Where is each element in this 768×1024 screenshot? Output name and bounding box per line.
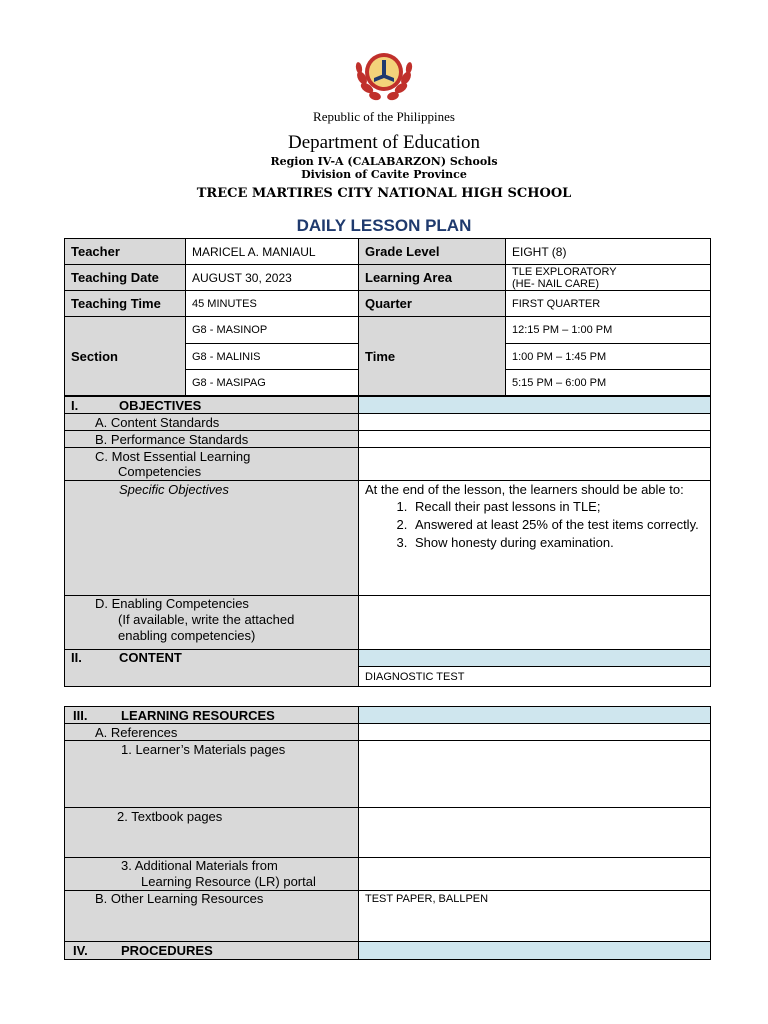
additional-line1: 3. Additional Materials from: [121, 858, 278, 873]
learning-area-value: [506, 265, 711, 291]
specific-objectives-label: Specific Objectives: [65, 481, 359, 596]
melc-line2: Competencies: [118, 464, 202, 479]
resources-table: [64, 706, 711, 960]
specific-objectives-value: [359, 481, 711, 596]
grade-level-label: Grade Level: [359, 239, 506, 265]
objectives-list: [365, 499, 704, 550]
objective-item-2: 2. Answered at least 25% of the test items correctly.: [411, 517, 704, 532]
section-value-2: G8 - MALINIS: [186, 344, 359, 370]
content-blue-cell: [359, 650, 711, 667]
section-value-1: G8 - MASINOP: [186, 317, 359, 344]
additional-line2: Learning Resource (LR) portal: [141, 874, 316, 889]
teaching-time-value: 45 MINUTES: [186, 291, 359, 317]
republic-heading: Republic of the Philippines: [313, 109, 455, 124]
content-standards-label: A. Content Standards: [65, 414, 359, 431]
teaching-time-label: Teaching Time: [65, 291, 186, 317]
objective-item-1: 1. Recall their past lessons in TLE;: [411, 499, 704, 514]
section-value-3: G8 - MASIPAG: [186, 370, 359, 396]
resources-title: LEARNING RESOURCES: [121, 707, 275, 723]
enabling-competencies-label: [65, 596, 359, 650]
learning-area-line1: TLE EXPLORATORY: [512, 265, 617, 278]
time-value-1: 12:15 PM – 1:00 PM: [506, 317, 711, 344]
enabling-line3: enabling competencies): [118, 628, 256, 643]
other-resources-value: TEST PAPER, BALLPEN: [359, 891, 711, 942]
region-heading: Region IV-A (CALABARZON) Schools: [270, 155, 498, 168]
section-label: Section: [65, 317, 186, 396]
objectives-value: [359, 397, 711, 414]
division-heading: Division of Cavite Province: [301, 168, 467, 181]
procedures-value: [359, 942, 711, 960]
objectives-heading: [65, 397, 359, 414]
objectives-title: OBJECTIVES: [119, 397, 202, 413]
objectives-roman: I.: [71, 397, 79, 413]
grade-level-value: EIGHT (8): [506, 239, 711, 265]
objective-item-3: 3. Show honesty during examination.: [411, 535, 704, 550]
performance-standards-value: [359, 431, 711, 448]
content-standards-value: [359, 414, 711, 431]
melc-line1: C. Most Essential Learning: [95, 449, 251, 464]
performance-standards-label: B. Performance Standards: [65, 431, 359, 448]
time-label: Time: [359, 317, 506, 396]
learning-area-label: Learning Area: [359, 265, 506, 291]
deped-seal-icon: [353, 48, 415, 104]
enabling-line1: D. Enabling Competencies: [95, 596, 249, 611]
content-heading: [65, 650, 359, 687]
content-value: DIAGNOSTIC TEST: [359, 667, 711, 687]
enabling-competencies-value: [359, 596, 711, 650]
learning-area-line2: (HE- NAIL CARE): [512, 277, 599, 290]
procedures-heading: [65, 942, 359, 960]
procedures-title: PROCEDURES: [121, 943, 213, 958]
teacher-label: Teacher: [65, 239, 186, 265]
resources-value: [359, 707, 711, 724]
time-value-3: 5:15 PM – 6:00 PM: [506, 370, 711, 396]
teaching-date-value: AUGUST 30, 2023: [186, 265, 359, 291]
objectives-table: [64, 396, 711, 687]
enabling-line2: (If available, write the attached: [118, 612, 295, 627]
melc-value: [359, 448, 711, 481]
content-roman: II.: [71, 650, 82, 665]
additional-materials-label: [65, 858, 359, 891]
procedures-roman: IV.: [73, 943, 88, 958]
department-heading: Department of Education: [287, 132, 481, 153]
melc-label: [65, 448, 359, 481]
quarter-value: FIRST QUARTER: [506, 291, 711, 317]
learner-materials-value: [359, 741, 711, 808]
other-resources-label: B. Other Learning Resources: [65, 891, 359, 942]
learner-materials-label: 1. Learner’s Materials pages: [65, 741, 359, 808]
lesson-info-table: [64, 238, 711, 396]
references-value: [359, 724, 711, 741]
time-value-2: 1:00 PM – 1:45 PM: [506, 344, 711, 370]
additional-materials-value: [359, 858, 711, 891]
content-title: CONTENT: [119, 650, 182, 665]
textbook-pages-value: [359, 808, 711, 858]
resources-roman: III.: [73, 707, 88, 723]
school-heading: TRECE MARTIRES CITY NATIONAL HIGH SCHOOL: [196, 186, 572, 201]
references-label: A. References: [65, 724, 359, 741]
quarter-label: Quarter: [359, 291, 506, 317]
teaching-date-label: Teaching Date: [65, 265, 186, 291]
objectives-intro: At the end of the lesson, the learners should be able to:: [365, 482, 684, 497]
teacher-value: MARICEL A. MANIAUL: [186, 239, 359, 265]
textbook-pages-label: 2. Textbook pages: [65, 808, 359, 858]
resources-heading: [65, 707, 359, 724]
document-title: DAILY LESSON PLAN: [296, 216, 472, 235]
